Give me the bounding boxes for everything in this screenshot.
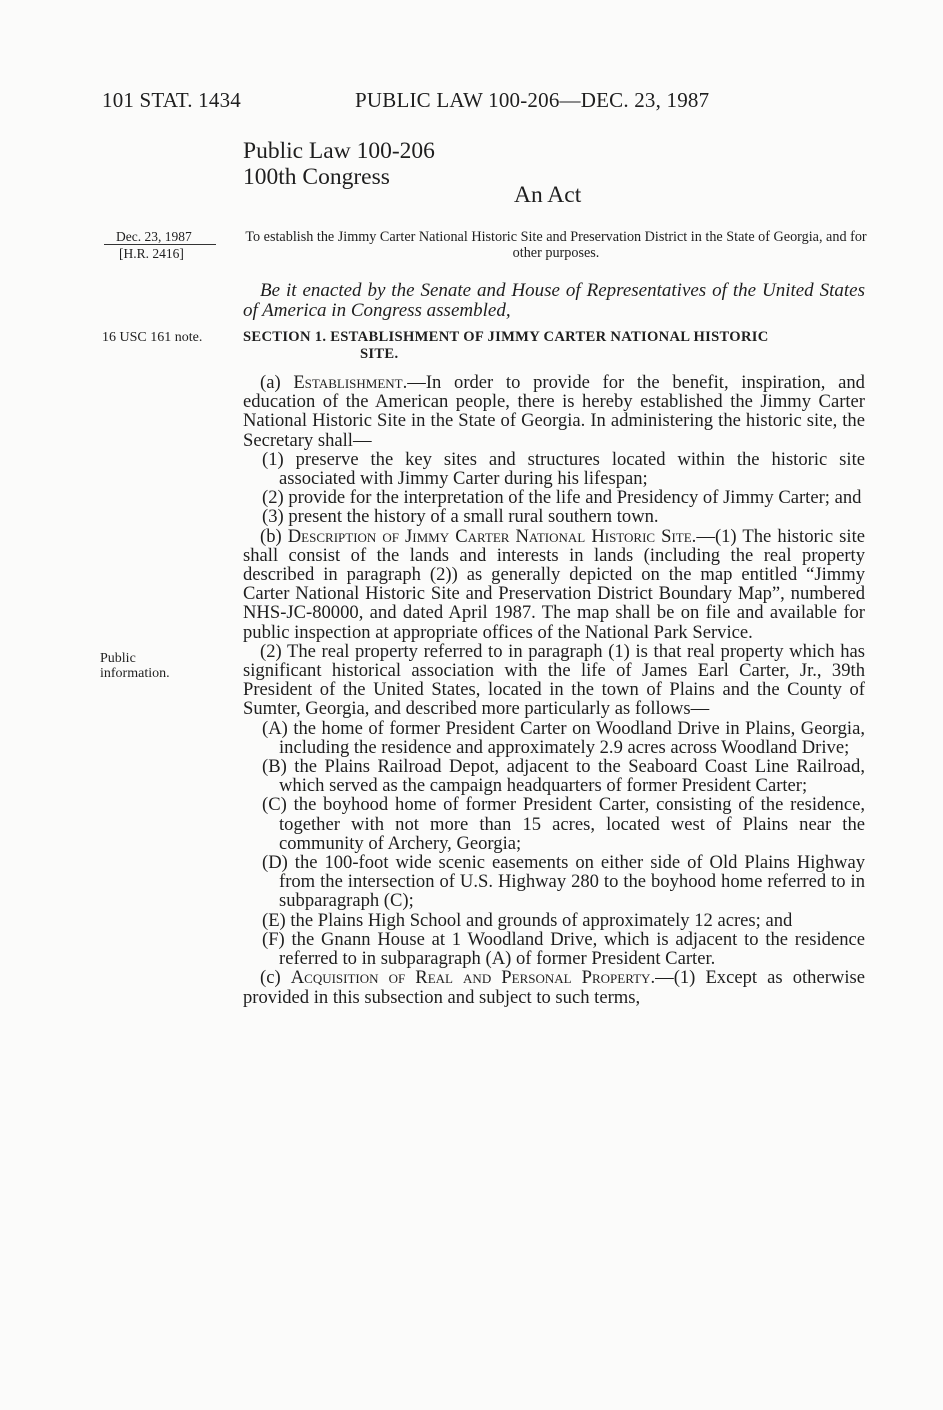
subparagraph-c: (C) the boyhood home of former President Carter, consisting of the residence, together with not more than 15 acres, located west of Plains near the community of Archery, Georgia; [262, 794, 865, 854]
subsection-a-prefix: (a) [260, 372, 294, 393]
margin-date: Dec. 23, 1987 [116, 229, 192, 244]
an-act-heading: An Act [514, 182, 582, 208]
section-1-body [243, 373, 865, 1007]
subsection-b-prefix: (b) [260, 525, 288, 547]
subsection-b-text: —(1) The historic site shall consist of the lands and interests in lands (including the real property described in paragraph (2)) as generally depicted on the map entitled “Jimmy Carter National Historic Site and Preservation District Boundary Map”, numbered NHS-JC-80000, and dated April 1987. The map shall be on file and available for public inspection at appropriate offices of the National Park Service. [243, 525, 865, 643]
subsection-c [243, 968, 865, 1006]
section-1-heading-line2: SITE. [360, 346, 399, 362]
subsection-b-paragraph-2: (2) The real property referred to in paragraph (1) is that real property which has significant historical association with the life of James Earl Carter, Jr., 39th President of the United States, located in the town of Plains and the County of Sumter, Georgia, and described more particularly as follows— [243, 640, 865, 720]
public-law-title [243, 138, 435, 190]
act-purpose: To establish the Jimmy Carter National Historic Site and Preservation District in the State of Georgia, and for other purposes. [245, 229, 867, 261]
subsection-b [243, 527, 865, 642]
subparagraph-d: (D) the 100-foot wide scenic easements on either side of Old Plains Highway from the intersection of U.S. Highway 280 to the boyhood home referred to in subparagraph (C); [262, 852, 865, 912]
subsection-a-paragraph-3: (3) present the history of a small rural southern town. [262, 506, 659, 528]
enacting-clause [243, 281, 865, 321]
margin-public-information [100, 651, 170, 681]
subparagraph-f: (F) the Gnann House at 1 Woodland Drive, which is adjacent to the residence referred to in subparagraph (A) of former President Carter. [262, 928, 865, 970]
congress-number: 100th Congress [243, 164, 390, 190]
margin-usc-note: 16 USC 161 note. [102, 330, 203, 345]
margin-public-line1: Public [100, 651, 136, 666]
subsection-a-heading: Establishment. [293, 372, 408, 393]
subparagraph-e: (E) the Plains High School and grounds of approximately 12 acres; and [262, 909, 793, 931]
subsection-c-heading: Acquisition of Real and Personal Property. [290, 967, 656, 989]
subsection-c-text: —(1) Except as otherwise provided in this subsection and subject to such terms, [243, 967, 865, 1008]
subsection-a-paragraph-1: (1) preserve the key sites and structures located within the historic site associated with Jimmy Carter during his lifespan; [262, 448, 865, 490]
enacting-text: Be it enacted by the Senate and House of Representatives of the United States of America in Congress assembled, [243, 280, 865, 321]
section-1-heading [243, 329, 865, 363]
subsection-a [243, 373, 865, 450]
subparagraph-a: (A) the home of former President Carter on Woodland Drive in Plains, Georgia, including the residence and approximately 2.9 acres across Woodland Drive; [262, 717, 865, 758]
subparagraph-b: (B) the Plains Railroad Depot, adjacent to the Seaboard Coast Line Railroad, which served as the campaign headquarters of former President Carter; [262, 756, 865, 797]
subsection-b-heading: Description of Jimmy Carter National Historic Site. [287, 525, 697, 547]
margin-bill-number: [H.R. 2416] [119, 246, 184, 261]
statute-citation: 101 STAT. 1434 [102, 88, 241, 112]
margin-public-line2: information. [100, 666, 170, 681]
subsection-a-paragraph-2: (2) provide for the interpretation of the life and Presidency of Jimmy Carter; and [262, 487, 862, 509]
margin-divider [104, 244, 216, 245]
subsection-a-text: —In order to provide for the benefit, inspiration, and education of the American people, there is hereby established the Jimmy Carter National Historic Site in the State of Georgia. In administering the historic site, the Secretary shall— [243, 372, 865, 451]
subsection-c-prefix: (c) [260, 967, 291, 989]
section-1-heading-line1: SECTION 1. ESTABLISHMENT OF JIMMY CARTER NATIONAL HISTORIC [243, 329, 769, 345]
public-law-number: Public Law 100-206 [243, 138, 435, 164]
running-title: PUBLIC LAW 100-206—DEC. 23, 1987 [355, 88, 710, 112]
